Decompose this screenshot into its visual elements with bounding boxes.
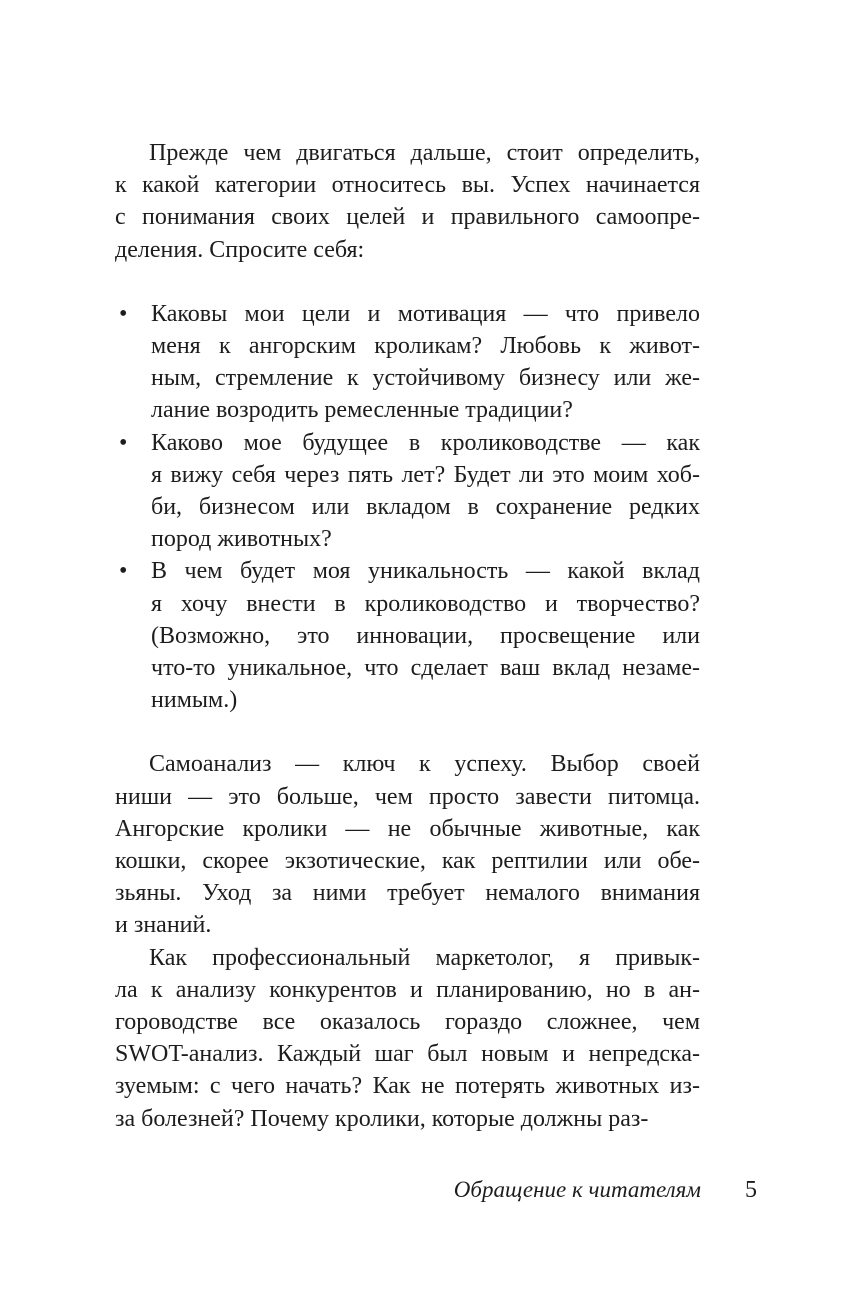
paragraph-intro: Прежде чем двигаться дальше, стоит определить, к какой категории относитесь вы. Успех начинается с понимания своих целей и правильного самоопре- деления. Спросите себя: xyxy=(115,140,700,263)
bullet-item-future xyxy=(115,427,700,556)
bullet-item-uniqueness xyxy=(115,555,700,716)
bullet-icon: • xyxy=(119,429,128,456)
body-text xyxy=(115,137,700,1135)
bullet-icon: • xyxy=(119,558,128,585)
bullet-item-uniqueness-text: В чем будет моя уникальность — какой вклад я хочу внести в кролиководство и творчество? (Возможно, это инновации, просвещение или что-то уникальное, что сделает ваш вклад незаме- нимым.) xyxy=(151,558,700,714)
bullet-item-goals xyxy=(115,298,700,427)
bullet-list xyxy=(115,298,700,717)
paragraph-self-analysis: Самоанализ — ключ к успеху. Выбор своей ниши — это больше, чем просто завести питомца. Ангорские кролики — не обычные животные, как кошки, скорее экзотические, как рептилии или обе- зьяны. Уход за ними требует немалого внимания и знаний. xyxy=(115,751,700,939)
bullet-icon: • xyxy=(119,300,128,327)
running-title: Обращение к читателям xyxy=(453,1177,701,1202)
paragraph-marketer: Как профессиональный маркетолог, я привык- ла к анализу конкурентов и планированию, но в ан- гороводстве все оказалось гораздо сложнее, чем SWOT-анализ. Каждый шаг был новым и непредска- зуемым: с чего начать? Как не потерять животных из- за болезней? Почему кролики, которые должны раз- xyxy=(115,944,700,1132)
footer xyxy=(115,1176,757,1204)
page-number: 5 xyxy=(745,1177,757,1203)
bullet-item-goals-text: Каковы мои цели и мотивация — что привело меня к ангорским кроликам? Любовь к живот- ным, стремление к устойчивому бизнесу или же- лание возродить ремесленные традиции? xyxy=(151,300,700,424)
bullet-item-future-text: Каково мое будущее в кролиководстве — как я вижу себя через пять лет? Будет ли это моим хоб- би, бизнесом или вкладом в сохранение редких пород животных? xyxy=(151,429,700,553)
